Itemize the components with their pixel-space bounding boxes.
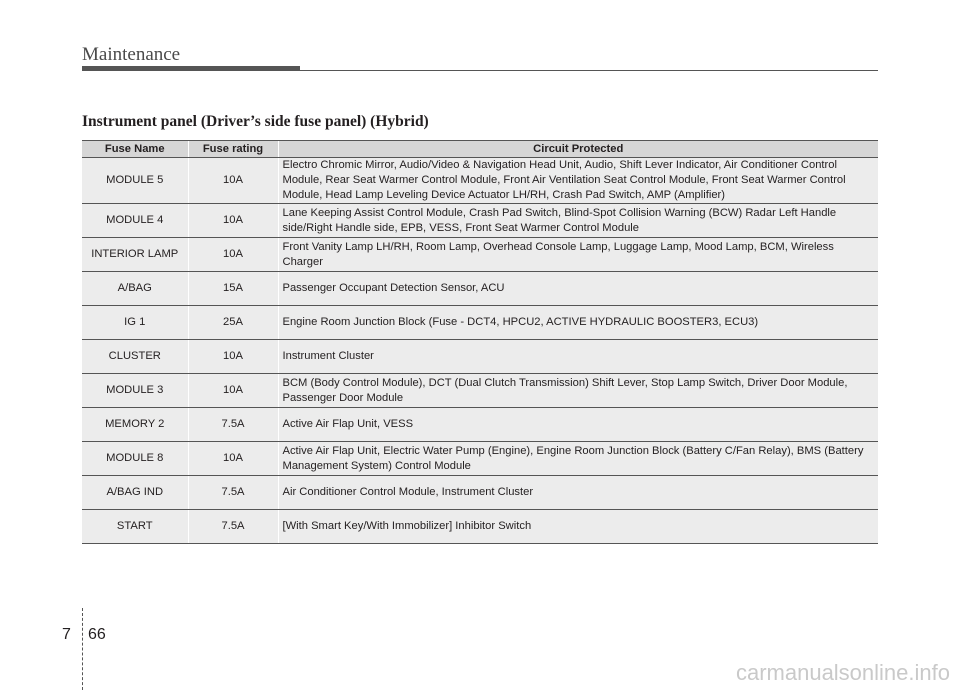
- fuse-name-cell: CLUSTER: [82, 340, 188, 374]
- fuse-rating-cell: 7.5A: [188, 408, 278, 442]
- fuse-name-cell: IG 1: [82, 306, 188, 340]
- fuse-rating-cell: 10A: [188, 374, 278, 408]
- circuit-protected-cell: BCM (Body Control Module), DCT (Dual Clutch Transmission) Shift Lever, Stop Lamp Switch, Driver Door Module, Passenger Door Module: [278, 374, 878, 408]
- column-header-circuit-protected: Circuit Protected: [278, 141, 878, 158]
- fuse-rating-cell: 10A: [188, 204, 278, 238]
- table-row: [82, 272, 878, 306]
- circuit-protected-cell: Active Air Flap Unit, Electric Water Pump (Engine), Engine Room Junction Block (Battery C/Fan Relay), BMS (Battery Management System) Control Module: [278, 442, 878, 476]
- fuse-name-cell: A/BAG IND: [82, 476, 188, 510]
- fuse-name-cell: MODULE 4: [82, 204, 188, 238]
- page-number: 66: [88, 626, 106, 643]
- fuse-rating-cell: 10A: [188, 158, 278, 204]
- fuse-name-cell: A/BAG: [82, 272, 188, 306]
- table-header-row: [82, 141, 878, 158]
- page-header-title: Maintenance: [82, 44, 181, 65]
- table-row: [82, 204, 878, 238]
- circuit-protected-cell: Active Air Flap Unit, VESS: [278, 408, 878, 442]
- footer-divider: [82, 608, 83, 690]
- fuse-rating-cell: 25A: [188, 306, 278, 340]
- circuit-protected-cell: Engine Room Junction Block (Fuse - DCT4, HPCU2, ACTIVE HYDRAULIC BOOSTER3, ECU3): [278, 306, 878, 340]
- circuit-protected-cell: [With Smart Key/With Immobilizer] Inhibitor Switch: [278, 510, 878, 544]
- column-header-fuse-rating: Fuse rating: [188, 141, 278, 158]
- watermark: carmanualsonline.info: [735, 660, 950, 685]
- table-row: [82, 238, 878, 272]
- header-rule-thin: [300, 70, 878, 71]
- fuse-table: [82, 140, 878, 544]
- fuse-rating-cell: 7.5A: [188, 510, 278, 544]
- fuse-name-cell: MODULE 8: [82, 442, 188, 476]
- chapter-number: 7: [62, 626, 71, 643]
- fuse-rating-cell: 10A: [188, 442, 278, 476]
- header-rule-thick: [82, 66, 300, 71]
- circuit-protected-cell: Lane Keeping Assist Control Module, Crash Pad Switch, Blind-Spot Collision Warning (BCW) Radar Left Handle side/Right Handle side, EPB, VESS, Front Seat Warmer Control Module: [278, 204, 878, 238]
- circuit-protected-cell: Electro Chromic Mirror, Audio/Video & Navigation Head Unit, Audio, Shift Lever Indicator, Air Conditioner Control Module, Rear Seat Warmer Control Module, Front Air Ventilation Seat Control Module, Front Seat Warmer Control Module, Head Lamp Leveling Device Actuator LH/RH, Crash Pad Switch, AMP (Amplifier): [278, 158, 878, 204]
- table-row: [82, 374, 878, 408]
- section-title: Instrument panel (Driver’s side fuse panel) (Hybrid): [82, 113, 429, 130]
- fuse-name-cell: INTERIOR LAMP: [82, 238, 188, 272]
- table-row: [82, 510, 878, 544]
- fuse-rating-cell: 15A: [188, 272, 278, 306]
- fuse-name-cell: MODULE 5: [82, 158, 188, 204]
- circuit-protected-cell: Instrument Cluster: [278, 340, 878, 374]
- table-row: [82, 476, 878, 510]
- fuse-name-cell: START: [82, 510, 188, 544]
- fuse-rating-cell: 10A: [188, 340, 278, 374]
- circuit-protected-cell: Front Vanity Lamp LH/RH, Room Lamp, Overhead Console Lamp, Luggage Lamp, Mood Lamp, BCM, Wireless Charger: [278, 238, 878, 272]
- circuit-protected-cell: Air Conditioner Control Module, Instrument Cluster: [278, 476, 878, 510]
- table-row: [82, 442, 878, 476]
- circuit-protected-cell: Passenger Occupant Detection Sensor, ACU: [278, 272, 878, 306]
- column-header-fuse-name: Fuse Name: [82, 141, 188, 158]
- fuse-name-cell: MEMORY 2: [82, 408, 188, 442]
- table-row: [82, 340, 878, 374]
- fuse-rating-cell: 7.5A: [188, 476, 278, 510]
- table-row: [82, 306, 878, 340]
- table-row: [82, 158, 878, 204]
- fuse-rating-cell: 10A: [188, 238, 278, 272]
- table-row: [82, 408, 878, 442]
- fuse-name-cell: MODULE 3: [82, 374, 188, 408]
